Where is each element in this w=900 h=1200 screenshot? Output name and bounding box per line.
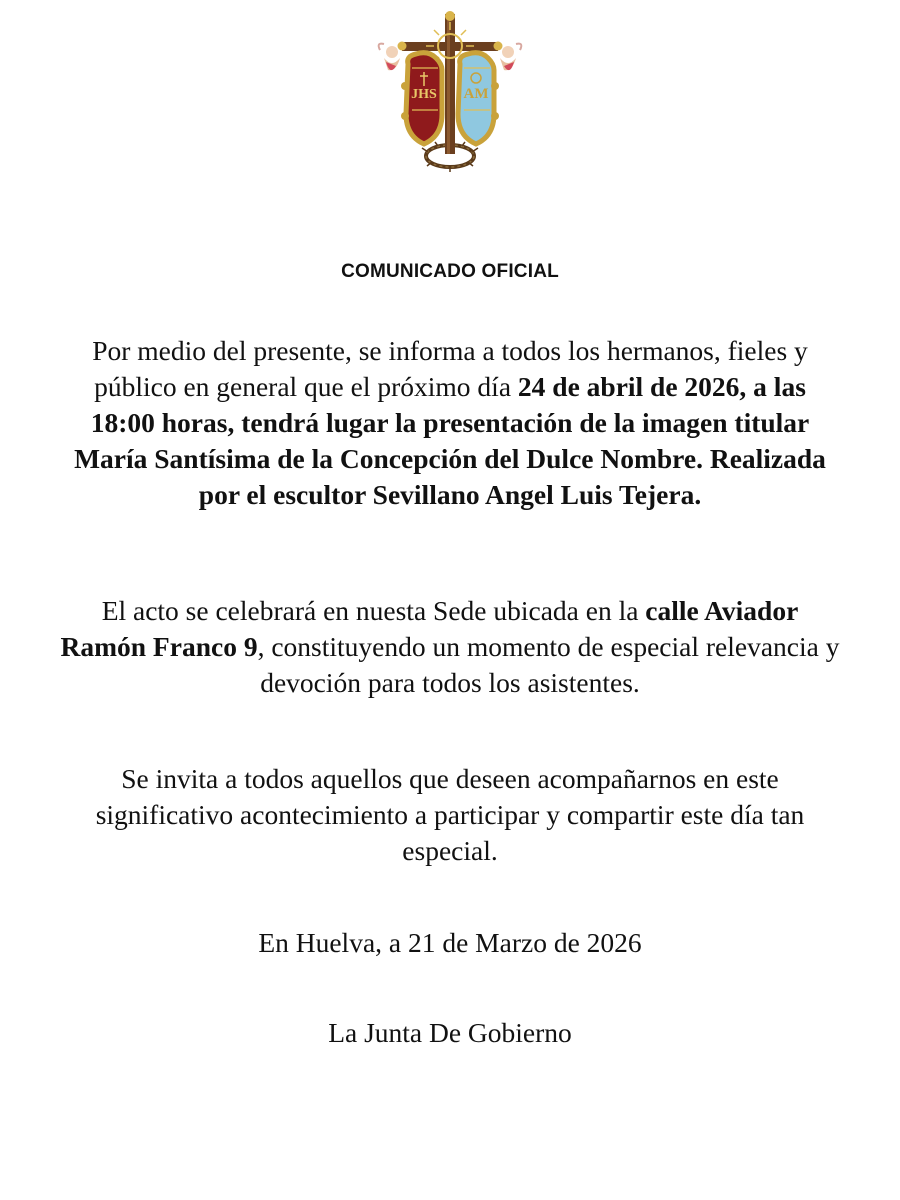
svg-text:AM: AM (463, 86, 489, 102)
venue-address-text: calle Aviador Ramón Franco 9 (60, 595, 799, 662)
document-title: COMUNICADO OFICIAL (341, 261, 559, 282)
invitation-paragraph: Se invita a todos aquellos que deseen acompañarnos en este significativo acontecimiento a participar y compartir este día tan especial. (95, 763, 805, 866)
venue-paragraph (60, 593, 840, 701)
venue-intro-text: El acto se celebrará en nuesta Sede ubicada en la (101, 595, 646, 626)
signature: La Junta De Gobierno (328, 1017, 572, 1048)
date-line: En Huelva, a 21 de Marzo de 2026 (258, 927, 642, 958)
venue-closing-text: , constituyendo un momento de especial relevancia y devoción para todos los asistentes. (257, 631, 840, 698)
crest-icon (376, 6, 524, 178)
svg-text:JHS: JHS (411, 87, 437, 102)
sky-shield-icon (458, 53, 499, 144)
announcement-highlight-text: 24 de abril de 2026, a las 18:00 horas, tendrá lugar la presentación de la imagen titular María Santísima de la Concepción del Dulce Nombre. Realizada por el escultor Sevillano Angel Luis Tejera. (74, 371, 826, 510)
cherub-left-icon (379, 44, 400, 71)
announcement-intro-text: Por medio del presente, se informa a todos los hermanos, fieles y público en general que el próximo día (92, 335, 808, 402)
crimson-shield-icon (401, 53, 442, 144)
cherub-right-icon (500, 44, 521, 71)
announcement-paragraph (60, 333, 840, 513)
